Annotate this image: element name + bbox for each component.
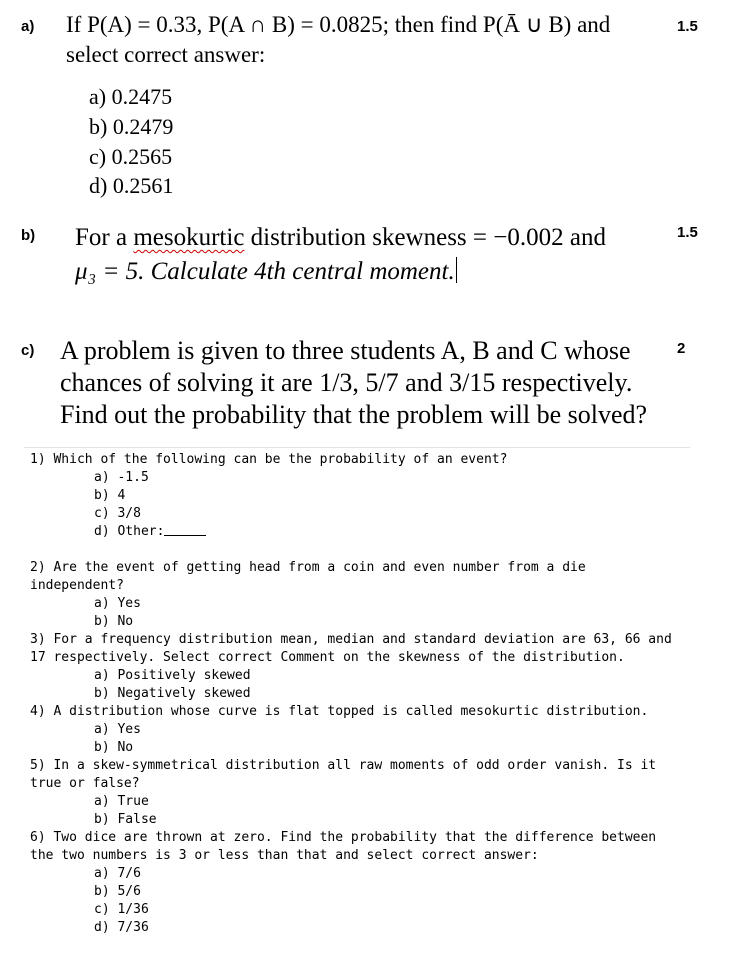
section-a-line1: If P(A) = 0.33, P(A ∩ B) = 0.0825; then find P(Ā ∪ B) and [66, 12, 611, 37]
section-c-line: chances of solving it are 1/3, 5/7 and 3/15 respectively. [60, 368, 633, 397]
q4-option: b) No [94, 740, 134, 755]
q4-option: a) Yes [94, 722, 141, 737]
section-b-line1: For a mesokurtic distribution skewness = −0.002 and [75, 224, 606, 251]
q1-option: a) -1.5 [94, 470, 149, 485]
q6-line: the two numbers is 3 or less than that and select correct answer: [30, 848, 539, 863]
text-cursor [456, 257, 457, 283]
q3-option: a) Positively skewed [94, 668, 251, 683]
section-a-label: a) [21, 18, 35, 35]
q1-text: 1) Which of the following can be the probability of an event? [30, 452, 508, 467]
q6-option: d) 7/36 [94, 920, 149, 935]
section-a-marks: 1.5 [677, 18, 698, 35]
section-c-marks: 2 [677, 340, 686, 357]
q5-line: 5) In a skew-symmetrical distribution all raw moments of odd order vanish. Is it [30, 758, 657, 773]
q3-line: 3) For a frequency distribution mean, median and standard deviation are 63, 66 and [30, 632, 672, 647]
q4-text: 4) A distribution whose curve is flat topped is called mesokurtic distribution. [30, 704, 649, 719]
q6-line: 6) Two dice are thrown at zero. Find the probability that the difference between [30, 830, 657, 845]
q5-option: a) True [94, 794, 149, 809]
q2-option: a) Yes [94, 596, 141, 611]
q6-option: a) 7/6 [94, 866, 141, 881]
q2-line: independent? [30, 578, 124, 593]
section-divider [24, 447, 690, 448]
section-b-label: b) [21, 227, 36, 244]
section-a-option: b) 0.2479 [89, 114, 174, 139]
q6-option: c) 1/36 [94, 902, 149, 917]
q5-option: b) False [94, 812, 157, 827]
q3-option: b) Negatively skewed [94, 686, 251, 701]
section-c-line: A problem is given to three students A, B and C whose [60, 336, 631, 365]
q2-option: b) No [94, 614, 134, 629]
answer-blank [164, 535, 206, 536]
misspelled-word: mesokurtic [133, 224, 245, 251]
q1-option: b) 4 [94, 488, 126, 503]
q6-option: b) 5/6 [94, 884, 141, 899]
section-a-option: a) 0.2475 [89, 84, 173, 109]
q3-line: 17 respectively. Select correct Comment on the skewness of the distribution. [30, 650, 625, 665]
section-a-option: c) 0.2565 [89, 144, 173, 169]
section-b-marks: 1.5 [677, 224, 698, 241]
section-a-line2: select correct answer: [66, 42, 266, 67]
section-c-label: c) [21, 342, 35, 359]
q5-line: true or false? [30, 776, 140, 791]
q2-line: 2) Are the event of getting head from a coin and even number from a die [30, 560, 586, 575]
q1-option: c) 3/8 [94, 506, 141, 521]
section-b-line2: μ₃ = 5. Calculate 4th central moment. [75, 258, 455, 285]
q1-option: d) Other: [94, 524, 206, 539]
section-a-option: d) 0.2561 [89, 173, 174, 198]
section-c-line: Find out the probability that the problem will be solved? [60, 400, 648, 429]
